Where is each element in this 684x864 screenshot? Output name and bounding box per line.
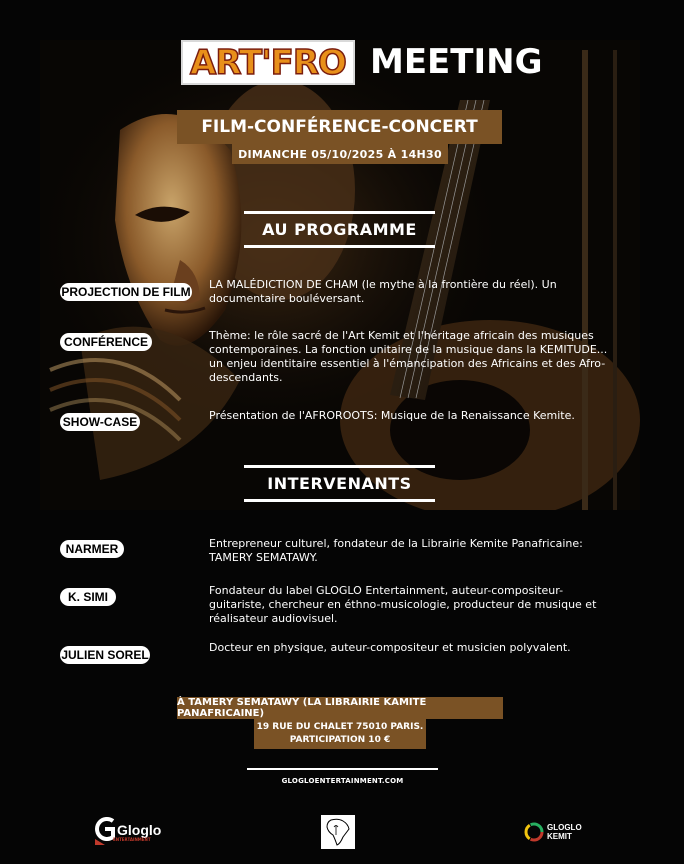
kemit-logo-line2: KEMIT <box>547 832 572 841</box>
conference-description: Thème: le rôle sacré de l'Art Kemit et l'héritage africain des musiques contemporaines. La fonction unitaire de la musique dans la KEMITUDE... un enjeu identitaire essentiel à l'émancipation des Africains et des Afro-descendants. <box>209 329 608 384</box>
event-type-text: FILM-CONFÉRENCE-CONCERT <box>201 117 478 137</box>
event-date-banner <box>232 144 448 164</box>
event-type-banner <box>177 110 502 144</box>
website-link[interactable]: GLOGLOENTERTAINMENT.COM <box>281 777 404 785</box>
showcase-description: Présentation de l'AFROROOTS: Musique de la Renaissance Kemite. <box>209 409 575 422</box>
africa-icon <box>321 815 355 849</box>
meeting-title: MEETING <box>370 42 543 82</box>
artfro-logo <box>181 40 355 85</box>
programme-heading <box>244 211 435 248</box>
narmer-description: Entrepreneur culturel, fondateur de la Librairie Kemite Panafricaine: TAMERY SEMATAWY. <box>209 537 583 564</box>
projection-description: LA MALÉDICTION DE CHAM (le mythe à la frontière du réel). Un documentaire bouléversant. <box>209 278 557 305</box>
kemit-g-icon <box>524 822 544 842</box>
intervenants-heading <box>244 465 435 502</box>
pill-showcase: SHOW-CASE <box>60 413 140 431</box>
divider-line <box>244 499 435 502</box>
gloglo-logo-text: Gloglo <box>117 822 162 838</box>
intervenants-title: INTERVENANTS <box>267 474 412 493</box>
pill-projection: PROJECTION DE FILM <box>61 285 191 299</box>
pill-julien-sorel: JULIEN SOREL <box>61 648 149 662</box>
footer-divider <box>247 768 438 770</box>
gloglo-logo-subtext: ENTERTAINMENT <box>113 837 151 842</box>
logo-text: ART'FRO <box>190 42 346 83</box>
africa-map-logo <box>321 815 355 849</box>
pill-conference: CONFÉRENCE <box>60 333 152 351</box>
julien-sorel-description: Docteur en physique, auteur-compositeur et musicien polyvalent. <box>209 641 571 654</box>
pill-narmer: NARMER <box>60 540 124 558</box>
divider-line <box>244 245 435 248</box>
ksimi-description: Fondateur du label GLOGLO Entertainment, auteur-compositeur-guitariste, chercheur en éthno-musicologie, producteur de musique et réalisateur audiovisuel. <box>209 584 597 625</box>
venue-details-banner <box>254 719 426 749</box>
pill-ksimi: K. SIMI <box>60 588 116 606</box>
gloglo-entertainment-logo <box>93 812 163 848</box>
venue-name-banner <box>177 697 503 719</box>
gloglo-g-icon <box>93 815 115 845</box>
gloglo-kemit-logo <box>524 817 584 847</box>
venue-participation: PARTICIPATION 10 € <box>289 735 391 745</box>
venue-name: À TAMERY SEMATAWY (LA LIBRAIRIE KAMITE PANAFRICAINE) <box>177 697 427 719</box>
venue-address: 19 RUE DU CHALET 75010 PARIS. <box>256 722 424 732</box>
kemit-logo-text <box>547 823 582 841</box>
programme-title: AU PROGRAMME <box>262 220 417 239</box>
event-date-text: DIMANCHE 05/10/2025 À 14H30 <box>238 147 442 161</box>
kemit-logo-line1: GLOGLO <box>547 823 582 832</box>
